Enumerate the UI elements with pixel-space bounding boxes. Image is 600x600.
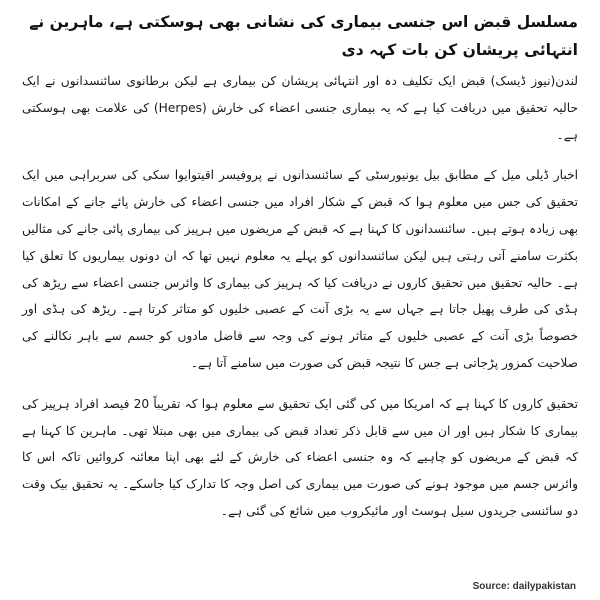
article-headline: مسلسل قبض اس جنسی بیماری کی نشانی بھی ہوسکتی ہے، ماہرین نے انتہائی پریشان کن بات کہہ دی: [29, 13, 578, 59]
source-credit: Source: dailypakistan: [472, 581, 576, 592]
article-paragraph-1: لندن(نیوز ڈیسک) قبض ایک تکلیف دہ اور انتہائی پریشان کن بیماری ہے لیکن برطانوی سائنسدانوں نے ایک حالیہ تحقیق میں دریافت کیا ہے کہ یہ بیماری جنسی اعضاء کی خارش (Herpes) کی علامت بھی ہوسکتی ہے۔: [22, 74, 578, 142]
article-paragraph-2: اخبار ڈیلی میل کے مطابق بیل یونیورسٹی کے سائنسدانوں نے پروفیسر اقیتوایوا سکی کی سربراہی میں ایک تحقیق کی جس میں معلوم ہوا کہ قبض کے شکار افراد میں جنسی اعضاء کی خارش پائے جانے کے امکانات بھی زیادہ ہوتے ہیں۔ سائنسدانوں کا کہنا ہے کہ قبض کے مریضوں میں ہرپیز کی بیماری پائی جانے کی مثالیں بکثرت سامنے آتی رہتی ہیں لیکن سائنسدانوں کو پہلے یہ معلوم نہیں تھا کہ ان دونوں بیماریوں کا تعلق کیا ہے۔ حالیہ تحقیق میں تحقیق کاروں نے دریافت کیا کہ ہرپیز کی بیماری کا وائرس جنسی اعضاء سے ریڑھ کی ہڈی کی طرف پھیل جاتا ہے جہاں سے یہ بڑی آنت کے عصبی خلیوں کو متاثر کرتا ہے۔ ریڑھ کی ہڈی اور خصوصاً بڑی آنت کے عصبی خلیوں کے متاثر ہونے کی وجہ سے فاضل مادوں کو جسم سے باہر نکالنے کی صلاحیت کمزور پڑجاتی ہے جس کا نتیجہ قبض کی صورت میں سامنے آتا ہے۔: [22, 168, 578, 370]
article-paragraph-3: تحقیق کاروں کا کہنا ہے کہ امریکا میں کی گئی ایک تحقیق سے معلوم ہوا کہ تقریباً 20 فیصد افراد ہرپیز کی بیماری کا شکار ہیں اور ان میں سے قابل ذکر تعداد قبض کی بیماری میں بھی مبتلا تھی۔ ماہرین کا کہنا ہے کہ قبض کے مریضوں کو چاہیے کہ وہ جنسی اعضاء کی خارش کے لئے بھی اپنا معائنہ کروائیں تاکہ اس کا وائرس جسم میں موجود ہونے کی صورت میں بیماری کی اصل وجہ کا تدارک کیا جاسکے۔ یہ تحقیق بیک وقت دو سائنسی جریدوں سیل ہوسٹ اور مائیکروب میں شائع کی گئی ہے۔: [22, 396, 578, 518]
